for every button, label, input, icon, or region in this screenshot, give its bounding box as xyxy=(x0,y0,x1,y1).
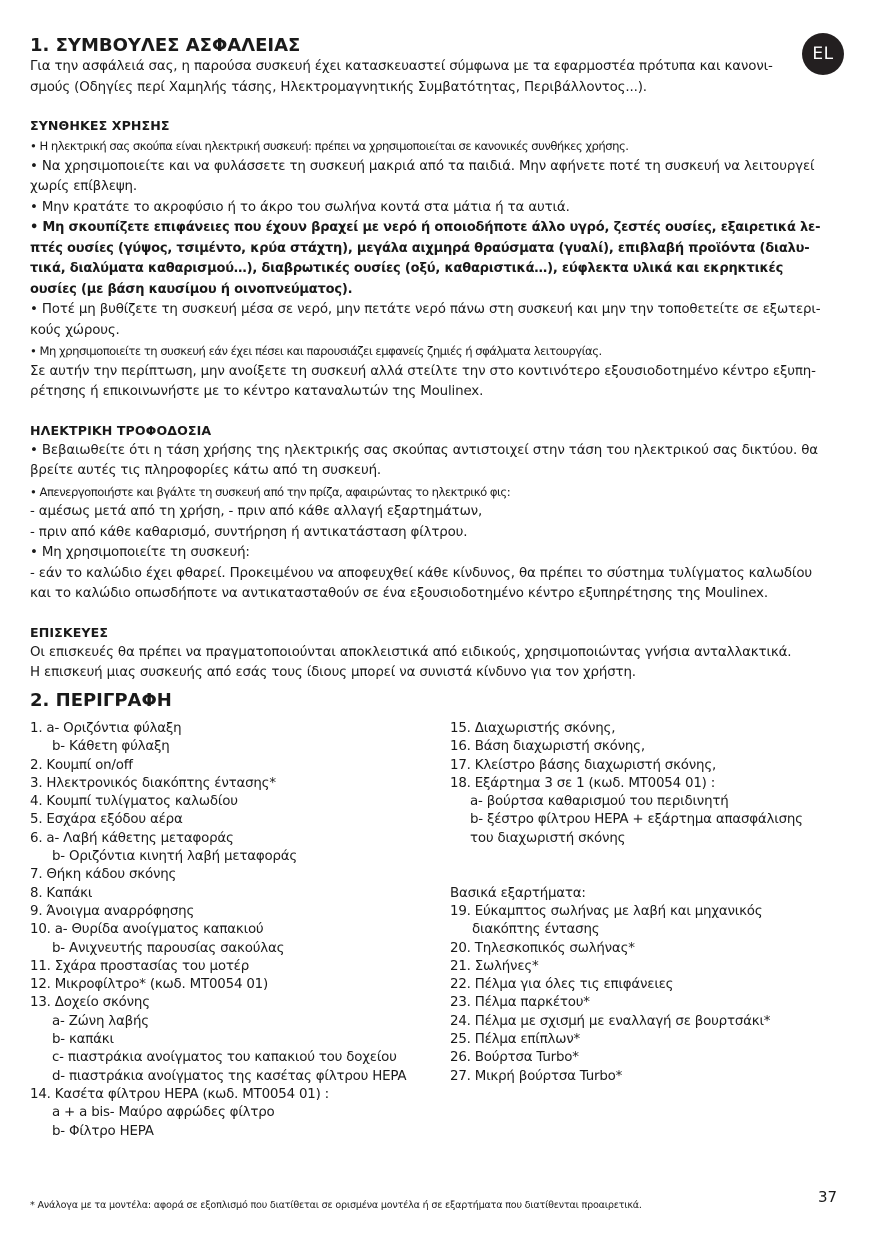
power-line: • Βεβαιωθείτε ότι η τάση χρήσης της ηλεκτρικής σας σκούπας αντιστοιχεί στην τάση του ηλεκτρικού σας δικτύου. θα xyxy=(30,442,818,458)
list-item: 25. Πέλμα επίπλων* xyxy=(450,1032,580,1048)
list-item: 6. a- Λαβή κάθετης μεταφοράς xyxy=(30,830,234,846)
list-item: 14. Κασέτα φίλτρου HEPA (κωδ. MT0054 01) : xyxy=(30,1086,329,1102)
power-heading: ΗΛΕΚΤΡΙΚΗ ΤΡΟΦΟΔΟΣΙΑ xyxy=(30,422,212,438)
list-item: b- καπάκι xyxy=(52,1032,114,1048)
usage-line: • Η ηλεκτρική σας σκούπα είναι ηλεκτρική συσκευή: πρέπει να χρησιμοποιείται σε κανονικές συνθήκες χρήσης. xyxy=(30,139,629,153)
description-section xyxy=(30,690,840,1141)
list-item: b- ξέστρο φίλτρου HEPA + εξάρτημα απασφάλισης xyxy=(470,812,803,828)
usage-line: • Μη χρησιμοποιείτε τη συσκευή εάν έχει πέσει και παρουσιάζει εμφανείς ζημιές ή σφάλματα λειτουργίας. xyxy=(30,344,602,358)
usage-heading: ΣΥΝΘΗΚΕΣ ΧΡΗΣΗΣ xyxy=(30,118,170,133)
power-line: - αμέσως μετά από τη χρήση, - πριν από κάθε αλλαγή εξαρτημάτων, xyxy=(30,504,483,519)
power-line: - πριν από κάθε καθαρισμό, συντήρηση ή αντικατάσταση φίλτρου. xyxy=(30,524,468,540)
list-item: 16. Βάση διαχωριστή σκόνης, xyxy=(450,739,645,755)
usage-line-warning: τικά, διαλύματα καθαρισμού…), διαβρωτικές ουσίες (οξύ, καθαριστικά…), εύφλεκτα υλικά και εκρηκτικές xyxy=(30,261,784,276)
page-number: 37 xyxy=(818,1188,838,1206)
intro-line: σμούς (Οδηγίες περί Χαμηλής τάσης, Ηλεκτρομαγνητικής Συμβατότητας, Περιβάλλοντος...). xyxy=(30,79,647,95)
usage-line: κούς χώρους. xyxy=(30,322,120,338)
usage-line: χωρίς επίβλεψη. xyxy=(30,179,137,194)
list-item: 8. Καπάκι xyxy=(30,885,93,901)
usage-line-warning: ουσίες (με βάση καυσίμου ή οινοπνεύματος). xyxy=(30,281,353,297)
list-item: 9. Άνοιγμα αναρρόφησης xyxy=(30,903,195,919)
list-item: 2. Κουμπί on/off xyxy=(30,757,133,773)
repairs-line: Οι επισκευές θα πρέπει να πραγματοποιούνται αποκλειστικά από ειδικούς, χρησιμοποιώντας γνήσια ανταλλακτικά. xyxy=(30,644,792,660)
list-item: b- Φίλτρο HEPA xyxy=(52,1123,154,1139)
intro-line: Για την ασφάλειά σας, η παρούσα συσκευή έχει κατασκευαστεί σύμφωνα με τα εφαρμοστέα πρότυπα και κανονι- xyxy=(30,59,773,74)
footnote: * Ανάλογα με τα μοντέλα: αφορά σε εξοπλισμό που διατίθεται σε ορισμένα μοντέλα ή σε εξαρτήματα που διατίθενται προαιρετικά. xyxy=(30,1200,642,1211)
list-item: b- Κάθετη φύλαξη xyxy=(52,739,170,755)
list-item: a- βούρτσα καθαρισμού του περιδινητή xyxy=(470,794,729,810)
parts-list-right xyxy=(450,720,840,1141)
list-item: 23. Πέλμα παρκέτου* xyxy=(450,995,590,1011)
list-item: του διαχωριστή σκόνης xyxy=(470,830,626,846)
list-item: 18. Εξάρτημα 3 σε 1 (κωδ. MT0054 01) : xyxy=(450,775,716,791)
list-item: b- Οριζόντια κινητή λαβή μεταφοράς xyxy=(52,849,298,865)
list-item: 22. Πέλμα για όλες τις επιφάνειες xyxy=(450,977,674,993)
list-item: d- πιαστράκια ανοίγματος της κασέτας φίλτρου HEPA xyxy=(52,1068,407,1084)
list-item: 4. Κουμπί τυλίγματος καλωδίου xyxy=(30,794,238,810)
list-item: 13. Δοχείο σκόνης xyxy=(30,995,150,1011)
list-item: c- πιαστράκια ανοίγματος του καπακιού του δοχείου xyxy=(52,1050,397,1066)
accessories-heading: Βασικά εξαρτήματα: xyxy=(450,885,586,901)
list-item: 12. Μικροφίλτρο* (κωδ. MT0054 01) xyxy=(30,977,268,993)
usage-line-warning: πτές ουσίες (γύψος, τσιμέντο, κρύα στάχτη), μεγάλα αιχμηρά θραύσματα (γυαλί), επιβλαβή προϊόντα (διαλυ- xyxy=(30,240,810,256)
list-item: 24. Πέλμα με σχισμή με εναλλαγή σε βουρτσάκι* xyxy=(450,1013,771,1029)
usage-line: Σε αυτήν την περίπτωση, μην ανοίξετε τη συσκευή αλλά στείλτε την στο κοντινότερο εξουσιοδοτημένο κέντρο εξυπη- xyxy=(30,363,816,379)
safety-section xyxy=(30,35,830,684)
power-line: και το καλώδιο οπωσδήποτε να αντικατασταθούν σε ένα εξουσιοδοτημένο κέντρο εξυπηρέτησης της Moulinex. xyxy=(30,586,768,601)
list-item: a- Ζώνη λαβής xyxy=(52,1013,149,1029)
description-title: 2. ΠΕΡΙΓΡΑΦΗ xyxy=(30,690,172,711)
list-item: 15. Διαχωριστής σκόνης, xyxy=(450,721,616,736)
list-item: 3. Ηλεκτρονικός διακόπτης έντασης* xyxy=(30,775,276,791)
list-item: διακόπτης έντασης xyxy=(472,922,600,938)
list-item: 19. Εύκαμπτος σωλήνας με λαβή και μηχανικός xyxy=(450,903,763,919)
parts-list-left xyxy=(30,720,450,1141)
usage-line: ρέτησης ή επικοινωνήστε με το κέντρο καταναλωτών της Moulinex. xyxy=(30,384,484,399)
repairs-heading: ΕΠΙΣΚΕΥΕΣ xyxy=(30,624,109,640)
usage-line: • Μην κρατάτε το ακροφύσιο ή το άκρο του σωλήνα κοντά στα μάτια ή τα αυτιά. xyxy=(30,199,570,215)
usage-line-warning: • Μη σκουπίζετε επιφάνειες που έχουν βραχεί με νερό ή οποιοδήποτε άλλο υγρό, ζεστές ουσίες, εξαιρετικά λε- xyxy=(30,220,821,235)
list-item: 7. Θήκη κάδου σκόνης xyxy=(30,867,177,883)
power-line: βρείτε αυτές τις πληροφορίες κάτω από τη συσκευή. xyxy=(30,463,382,478)
list-item: a + a bis- Μαύρο αφρώδες φίλτρο xyxy=(52,1105,275,1121)
list-item: 26. Βούρτσα Turbo* xyxy=(450,1050,579,1066)
power-line: • Απενεργοποιήστε και βγάλτε τη συσκευή από την πρίζα, αφαιρώντας το ηλεκτρικό φις: xyxy=(30,484,511,499)
usage-line: • Ποτέ μη βυθίζετε τη συσκευή μέσα σε νερό, μην πετάτε νερό πάνω στη συσκευή και μην την τοποθετείτε σε εξωτερι- xyxy=(30,302,821,317)
list-item: 17. Κλείστρο βάσης διαχωριστή σκόνης, xyxy=(450,757,717,773)
list-item: 10. a- Θυρίδα ανοίγματος καπακιού xyxy=(30,922,264,938)
list-item: 27. Μικρή βούρτσα Turbo* xyxy=(450,1068,623,1084)
power-line: - εάν το καλώδιο έχει φθαρεί. Προκειμένου να αποφευχθεί κάθε κίνδυνος, θα πρέπει το σύστημα τυλίγματος καλωδίου xyxy=(30,565,812,581)
repairs-line: Η επισκευή μιας συσκευής από εσάς τους ίδιους μπορεί να συνιστά κίνδυνο για τον χρήστη. xyxy=(30,665,636,680)
list-item: 5. Εσχάρα εξόδου αέρα xyxy=(30,812,183,828)
safety-title: 1. ΣΥΜΒΟΥΛΕΣ ΑΣΦΑΛΕΙΑΣ xyxy=(30,35,301,56)
list-item: b- Ανιχνευτής παρουσίας σακούλας xyxy=(52,940,285,956)
language-badge: EL xyxy=(802,33,844,75)
power-line: • Μη χρησιμοποιείτε τη συσκευή: xyxy=(30,545,250,560)
list-item: 11. Σχάρα προστασίας του μοτέρ xyxy=(30,958,250,974)
list-item: 1. a- Οριζόντια φύλαξη xyxy=(30,721,182,736)
list-item: 20. Τηλεσκοπικός σωλήνας* xyxy=(450,940,635,956)
list-item: 21. Σωλήνες* xyxy=(450,958,539,974)
usage-line: • Να χρησιμοποιείτε και να φυλάσσετε τη συσκευή μακριά από τα παιδιά. Μην αφήνετε ποτέ τη συσκευή να λειτουργεί xyxy=(30,158,815,174)
